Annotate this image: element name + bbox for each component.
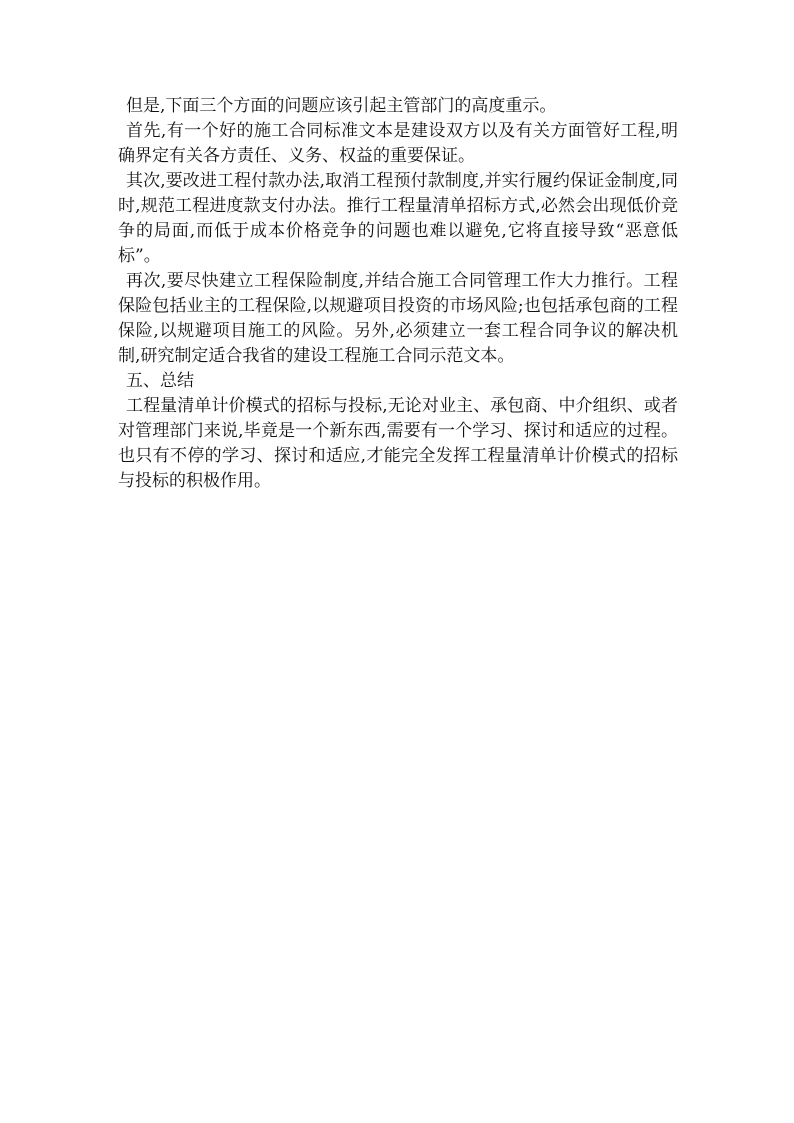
section-heading-summary: 五、总结 [126,371,194,391]
paragraph-third-point: 再次,要尽快建立工程保险制度,并结合施工合同管理工作大力推行。工程保险包括业主的工程保险,以规避项目投资的市场风险;也包括承包商的工程保险,以规避项目施工的风险。另外,必须建立一套工程合同争议的解决机制,研究制定适合我省的建设工程施工合同示范文本。 [118,271,678,366]
paragraph-second-point: 其次,要改进工程付款办法,取消工程预付款制度,并实行履约保证金制度,同时,规范工程进度款支付办法。推行工程量清单招标方式,必然会出现低价竞争的局面,而低于成本价格竞争的问题也难以避免,它将直接导致“恶意低标”。 [118,171,678,266]
paragraph-summary: 工程量清单计价模式的招标与投标,无论对业主、承包商、中介组织、或者对管理部门来说,毕竟是一个新东西,需要有一个学习、探讨和适应的过程。也只有不停的学习、探讨和适应,才能完全发挥工程量清单计价模式的招标与投标的积极作用。 [118,396,678,491]
paragraph-intro: 但是,下面三个方面的问题应该引起主管部门的高度重示。 [126,96,557,116]
paragraph-first-point: 首先,有一个好的施工合同标准文本是建设双方以及有关方面管好工程,明确界定有关各方责任、义务、权益的重要保证。 [118,121,678,166]
document-body [118,94,678,494]
